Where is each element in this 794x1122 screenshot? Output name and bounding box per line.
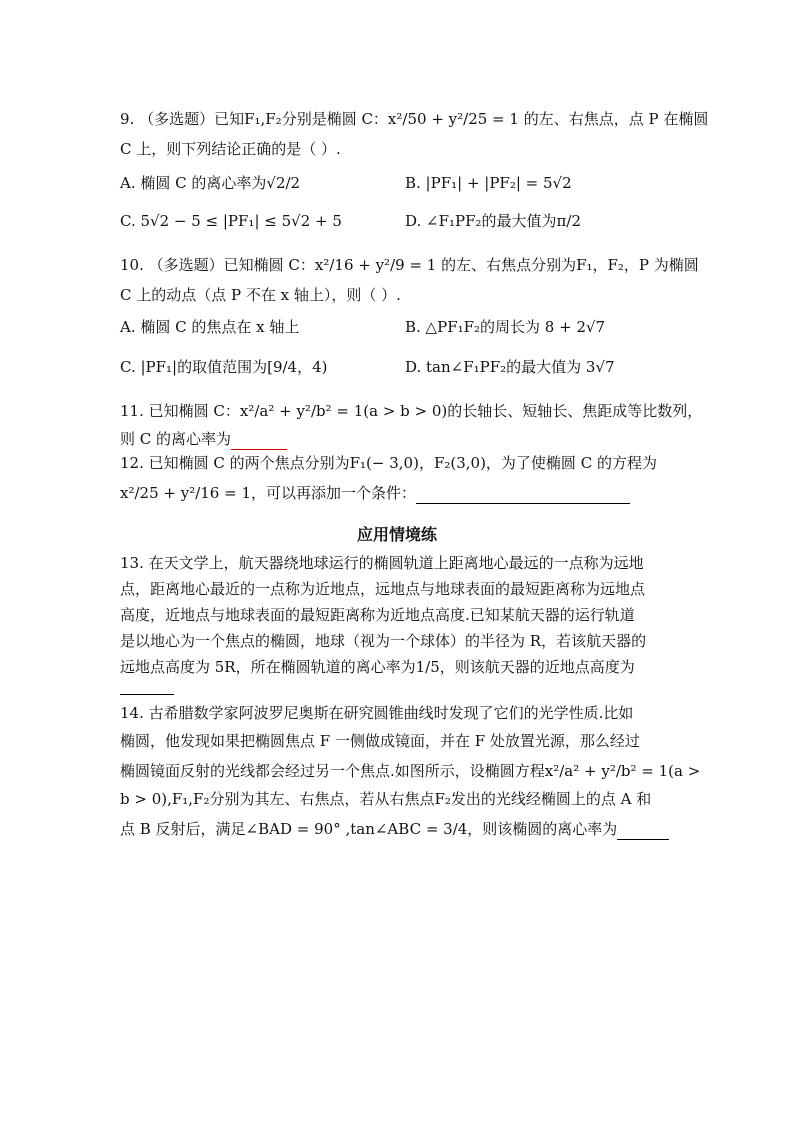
section-heading: 应用情境练 [356,525,437,544]
q9-option-c: C. 5√2 − 5 ≤ |PF₁| ≤ 5√2 + 5 [120,212,342,230]
q9-line-1: 9. （多选题）已知F₁,F₂分别是椭圆 C：x²/50 + y²/25 = 1 的左、右焦点，点 P 在椭圆 [120,110,709,128]
q13-line-2: 点，距离地心最近的一点称为近地点，远地点与地球表面的最短距离称为远地点 [120,580,646,598]
q14-line-3: 椭圆镜面反射的光线都会经过另一个焦点.如图所示，设椭圆方程x²/a² + y²/b² = 1(a > [120,762,701,780]
q14-line-1: 14. 古希腊数学家阿波罗尼奥斯在研究圆锥曲线时发现了它们的光学性质.比如 [120,704,634,722]
q9-option-b: B. |PF₁| + |PF₂| = 5√2 [405,174,572,192]
q9-option-a: A. 椭圆 C 的离心率为√2/2 [120,174,301,192]
q12-answer-blank[interactable] [416,487,630,504]
q10-option-d: D. tan∠F₁PF₂的最大值为 3√7 [405,358,615,376]
q9-option-d: D. ∠F₁PF₂的最大值为π/2 [405,212,581,230]
q12-line-2 [120,482,630,504]
q14-line-2: 椭圆，他发现如果把椭圆焦点 F 一侧做成镜面，并在 F 处放置光源，那么经过 [120,732,640,750]
q13-line-1: 13. 在天文学上，航天器绕地球运行的椭圆轨道上距离地心最远的一点称为远地 [120,554,644,572]
q11-answer-blank[interactable] [231,433,287,450]
q11-line-2-text: 则 C 的离心率为 [120,430,232,448]
q10-option-a: A. 椭圆 C 的焦点在 x 轴上 [120,318,300,336]
q13-line-5: 远地点高度为 5R，所在椭圆轨道的离心率为1/5，则该航天器的近地点高度为 [120,658,635,676]
q11-line-1: 11. 已知椭圆 C：x²/a² + y²/b² = 1(a > b > 0)的长轴长、短轴长、焦距成等比数列， [120,402,703,420]
q13-line-3: 高度，近地点与地球表面的最短距离称为近地点高度.已知某航天器的运行轨道 [120,606,635,624]
q10-option-c: C. |PF₁|的取值范围为[9/4，4) [120,358,328,376]
q14-line-5 [120,818,669,840]
q13-line-4: 是以地心为一个焦点的椭圆，地球（视为一个球体）的半径为 R，若该航天器的 [120,632,647,650]
q14-line-4: b > 0),F₁,F₂分别为其左、右焦点，若从右焦点F₂发出的光线经椭圆上的点 A 和 [120,790,652,808]
q12-line-1: 12. 已知椭圆 C 的两个焦点分别为F₁(− 3,0)，F₂(3,0)，为了使椭圆 C 的方程为 [120,454,657,472]
q14-answer-blank[interactable] [617,823,669,840]
q13-answer-blank[interactable] [120,694,174,695]
q10-line-2: C 上的动点（点 P 不在 x 轴上），则（ ）. [120,286,401,304]
q9-line-2: C 上，则下列结论正确的是（ ）. [120,140,341,158]
q14-line-5-text: 点 B 反射后，满足∠BAD = 90° ,tan∠ABC = 3/4，则该椭圆的离心率为 [120,820,618,838]
q10-line-1: 10. （多选题）已知椭圆 C：x²/16 + y²/9 = 1 的左、右焦点分别为F₁，F₂，P 为椭圆 [120,256,699,274]
q12-line-2-text: x²/25 + y²/16 = 1，可以再添加一个条件： [120,484,416,502]
q10-option-b: B. △PF₁F₂的周长为 8 + 2√7 [405,318,606,336]
q11-line-2 [120,428,287,450]
